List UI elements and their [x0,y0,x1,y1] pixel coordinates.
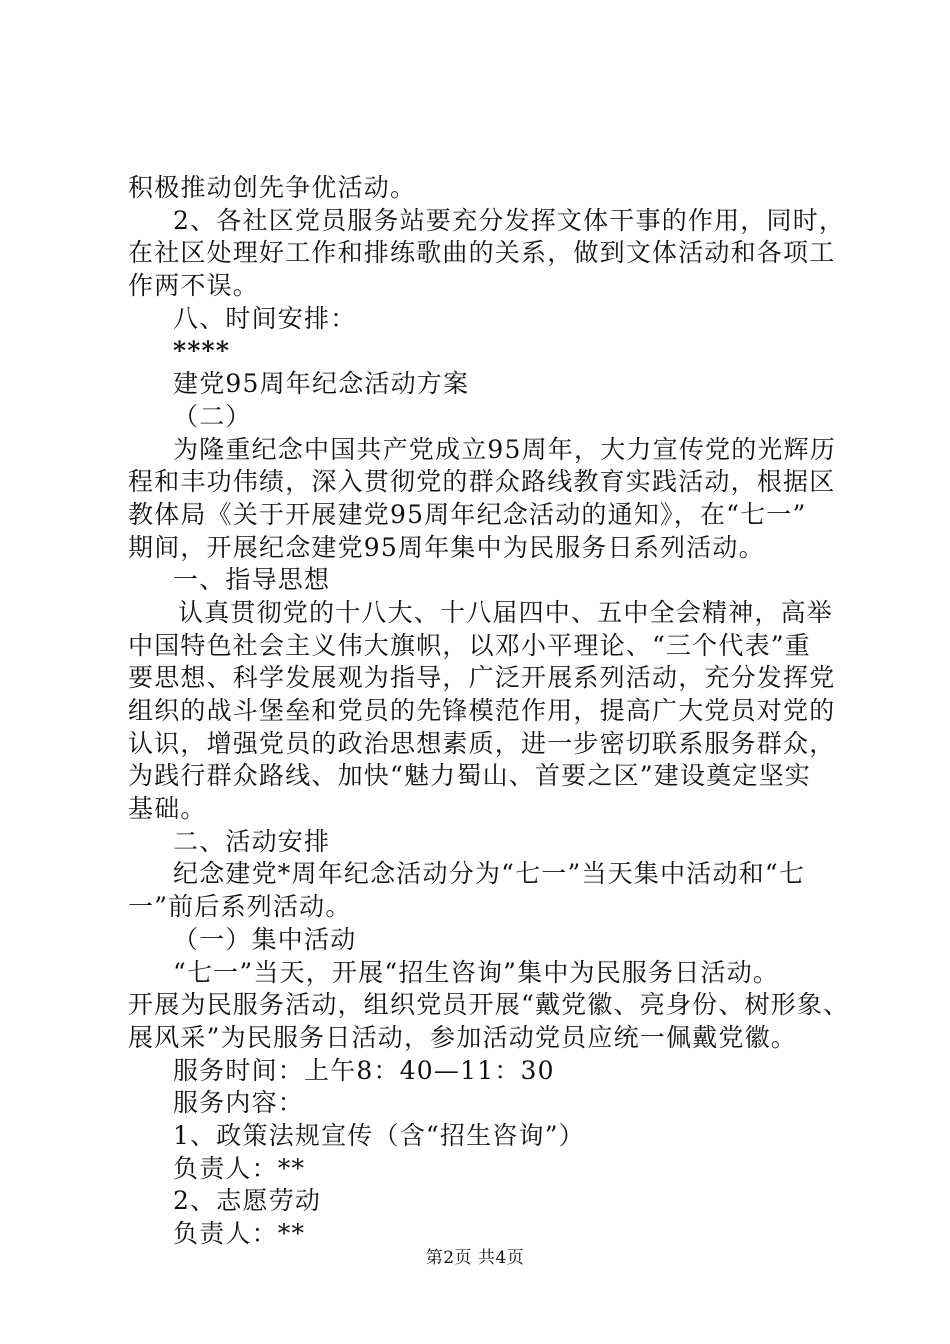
text-line: 中国特色社会主义伟大旗帜，以邓小平理论、“三个代表”重 [128,630,811,660]
text-line: 2、志愿劳动 [173,1186,322,1216]
text-line: 建党95周年纪念活动方案 [173,369,470,399]
text-line: 1、政策法规宣传（含“招生咨询”） [173,1120,585,1150]
text-line: 期间，开展纪念建党95周年集中为民服务日系列活动。 [128,532,765,562]
text-line: 为隆重纪念中国共产党成立95周年，大力宣传党的光辉历 [173,434,837,464]
text-line: 作两不误。 [128,271,260,301]
text-line: 开展为民服务活动，组织党员开展“戴党徽、亮身份、树形象、 [128,990,850,1020]
text-line: 程和丰功伟绩，深入贯彻党的群众路线教育实践活动，根据区 [128,467,836,497]
text-line: 认真贯彻党的十八大、十八届四中、五中全会精神，高举 [178,597,834,627]
text-line: 展风采”为民服务日活动，参加活动党员应统一佩戴党徽。 [128,1022,797,1052]
text-line: （一）集中活动 [173,924,357,954]
text-line: 一、指导思想 [173,565,331,595]
document-body [128,172,854,1251]
text-line: 为践行群众路线、加快“魅力蜀山、首要之区”建设奠定坚实 [128,761,811,791]
text-line: 认识，增强党员的政治思想素质，进一步密切联系服务群众， [128,728,836,758]
text-line: 负责人：** [173,1219,306,1248]
text-line: “七一”当天，开展“招生咨询”集中为民服务日活动。 [173,957,780,987]
text-line: 基础。 [128,794,207,824]
text-line: **** [173,336,231,366]
text-line: 2、各社区党员服务站要充分发挥文体干事的作用，同时， [173,205,846,235]
text-line: 要思想、科学发展观为指导，广泛开展系列活动，充分发挥党 [128,663,836,693]
text-line: 教体局《关于开展建党95周年纪念活动的通知》，在“七一” [128,499,807,529]
page-footer: 第2页 共4页 [425,1248,525,1268]
text-line: 服务时间：上午8：40—11：30 [173,1055,555,1085]
text-line: 二、活动安排 [173,826,331,856]
text-line: 在社区处理好工作和排练歌曲的关系，做到文体活动和各项工 [128,238,836,268]
text-line: 纪念建党*周年纪念活动分为“七一”当天集中活动和“七 [173,859,806,889]
text-line: 一”前后系列活动。 [128,892,352,922]
text-line: 负责人：** [173,1153,306,1183]
text-line: 积极推动创先争优活动。 [128,173,417,202]
text-line: 组织的战斗堡垒和党员的先锋模范作用，提高广大党员对党的 [128,696,836,725]
text-line: （二） [173,401,252,431]
text-line: 八、时间安排： [173,303,357,333]
text-line: 服务内容： [173,1088,305,1118]
